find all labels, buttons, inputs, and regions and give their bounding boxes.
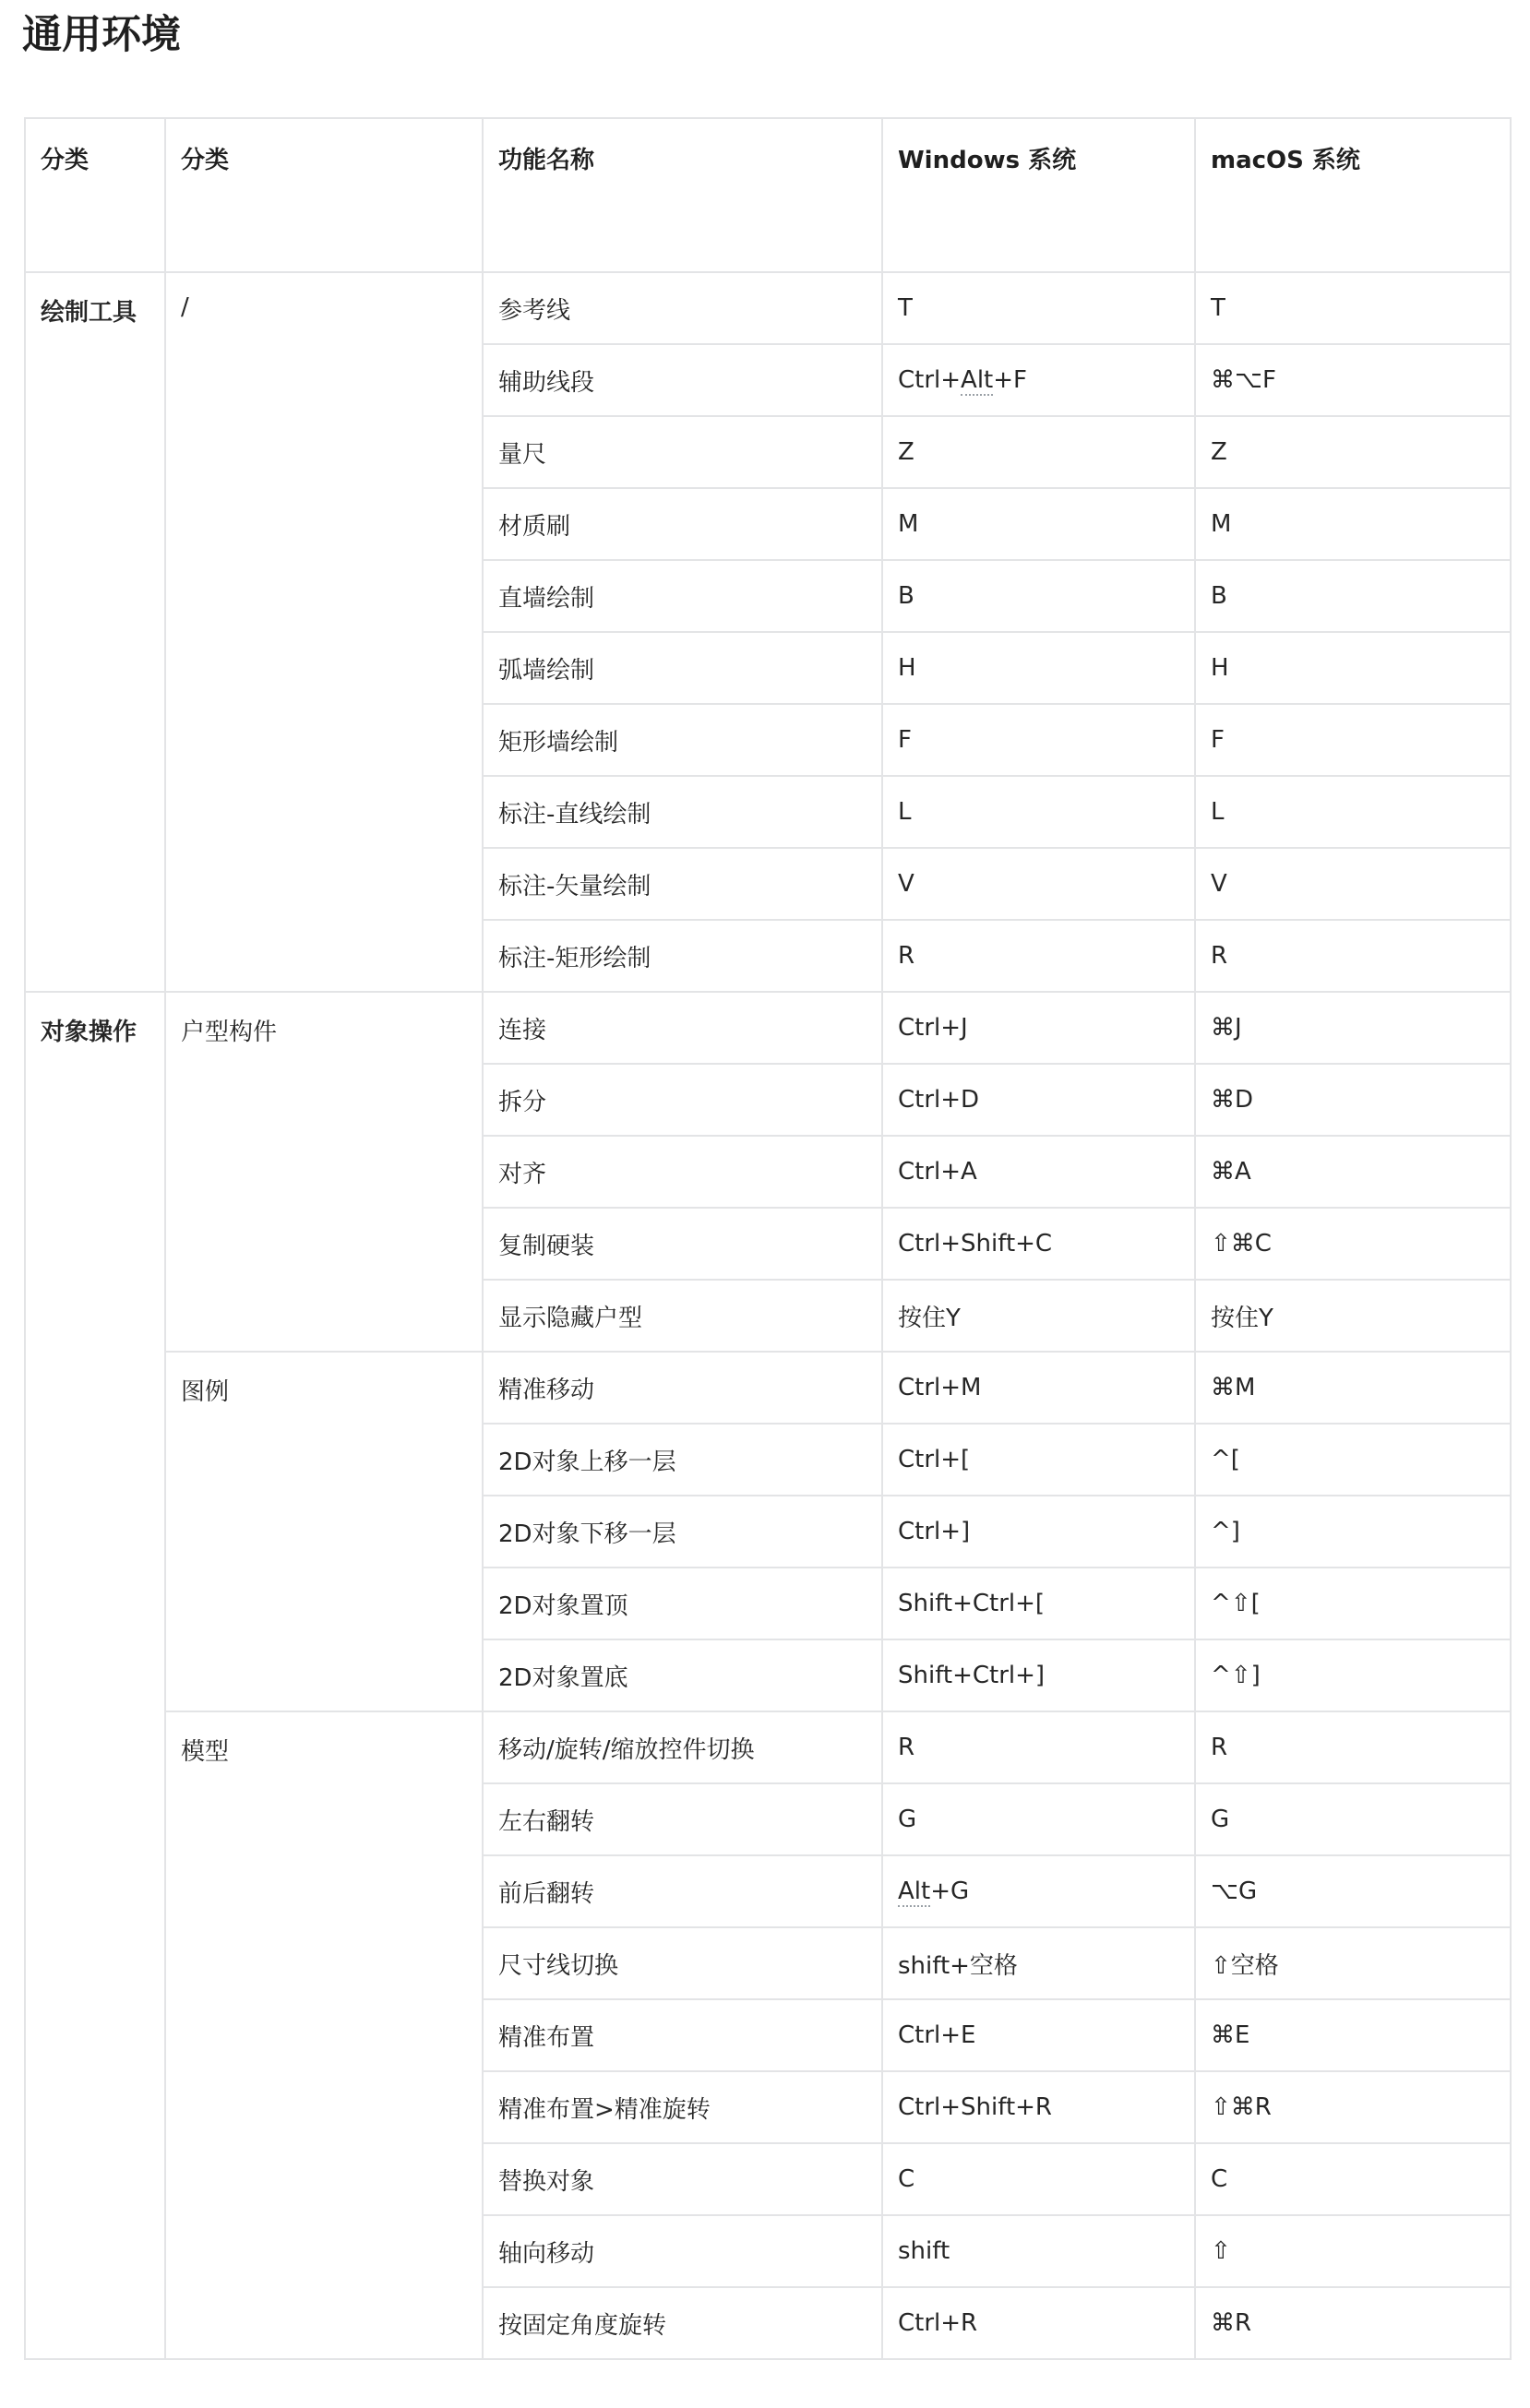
macos-shortcut-cell: R xyxy=(1195,1711,1511,1783)
windows-shortcut-cell xyxy=(882,2071,1195,2143)
macos-shortcut-cell: ⌘E xyxy=(1195,1999,1511,2071)
windows-shortcut: B xyxy=(898,582,914,610)
macos-shortcut-cell: V xyxy=(1195,848,1511,920)
windows-shortcut-cell xyxy=(882,1352,1195,1424)
windows-shortcut-cell xyxy=(882,1999,1195,2071)
windows-shortcut-cell xyxy=(882,776,1195,848)
windows-shortcut-cell xyxy=(882,704,1195,776)
windows-shortcut: shift xyxy=(898,2237,950,2265)
category-cell: 绘制工具 xyxy=(25,272,165,992)
subcategory-cell: / xyxy=(165,272,483,992)
windows-shortcut: Z xyxy=(898,438,914,466)
function-name-cell: 尺寸线切换 xyxy=(483,1927,882,1999)
windows-shortcut-cell xyxy=(882,1639,1195,1711)
windows-shortcut: 按住Y xyxy=(898,1304,961,1332)
table-row xyxy=(25,272,1511,344)
windows-shortcut-cell xyxy=(882,848,1195,920)
windows-shortcut-cell xyxy=(882,1711,1195,1783)
header-macos: macOS 系统 xyxy=(1195,118,1511,272)
windows-shortcut: Ctrl+E xyxy=(898,2021,976,2049)
function-name-cell: 轴向移动 xyxy=(483,2215,882,2287)
function-name-cell: 复制硬装 xyxy=(483,1208,882,1280)
macos-shortcut-cell: L xyxy=(1195,776,1511,848)
windows-shortcut-cell xyxy=(882,1855,1195,1927)
subcategory-cell: 户型构件 xyxy=(165,992,483,1352)
windows-shortcut: R xyxy=(898,942,915,970)
windows-shortcut-cell xyxy=(882,272,1195,344)
macos-shortcut-cell: ⌘R xyxy=(1195,2287,1511,2359)
windows-shortcut: R xyxy=(898,1734,915,1761)
windows-shortcut: C xyxy=(898,2165,915,2193)
page-title: 通用环境 xyxy=(22,12,181,58)
windows-shortcut: Ctrl+Alt+F xyxy=(898,366,1028,394)
function-name-cell: 移动/旋转/缩放控件切换 xyxy=(483,1711,882,1783)
windows-shortcut: Ctrl+D xyxy=(898,1086,980,1114)
header-windows: Windows 系统 xyxy=(882,118,1195,272)
windows-shortcut-cell xyxy=(882,1064,1195,1136)
windows-shortcut: Shift+Ctrl+] xyxy=(898,1662,1046,1689)
table-row xyxy=(25,1352,1511,1424)
windows-shortcut: G xyxy=(898,1806,917,1833)
macos-shortcut-cell: 按住Y xyxy=(1195,1280,1511,1352)
category-cell: 对象操作 xyxy=(25,992,165,2359)
function-name-cell: 标注-矢量绘制 xyxy=(483,848,882,920)
subcategory-cell: 模型 xyxy=(165,1711,483,2359)
windows-shortcut-cell xyxy=(882,1424,1195,1496)
macos-shortcut-cell: F xyxy=(1195,704,1511,776)
function-name-cell: 左右翻转 xyxy=(483,1783,882,1855)
windows-shortcut: L xyxy=(898,798,912,826)
header-category: 分类 xyxy=(25,118,165,272)
table-row xyxy=(25,1711,1511,1783)
macos-shortcut-cell: ⌘J xyxy=(1195,992,1511,1064)
windows-shortcut: Ctrl+R xyxy=(898,2309,978,2337)
windows-shortcut-cell xyxy=(882,920,1195,992)
windows-shortcut-cell xyxy=(882,560,1195,632)
macos-shortcut-cell: R xyxy=(1195,920,1511,992)
windows-shortcut-cell xyxy=(882,1927,1195,1999)
windows-shortcut: T xyxy=(898,294,913,322)
macos-shortcut-cell: B xyxy=(1195,560,1511,632)
function-name-cell: 参考线 xyxy=(483,272,882,344)
shortcut-table xyxy=(24,117,1512,2360)
macos-shortcut-cell: ⌥G xyxy=(1195,1855,1511,1927)
function-name-cell: 连接 xyxy=(483,992,882,1064)
function-name-cell: 对齐 xyxy=(483,1136,882,1208)
windows-shortcut: Ctrl+Shift+R xyxy=(898,2093,1052,2121)
alt-key-token: Alt xyxy=(898,1878,931,1905)
function-name-cell: 2D对象下移一层 xyxy=(483,1496,882,1568)
function-name-cell: 标注-矩形绘制 xyxy=(483,920,882,992)
windows-shortcut: Ctrl+J xyxy=(898,1014,968,1042)
windows-shortcut-cell xyxy=(882,488,1195,560)
function-name-cell: 弧墙绘制 xyxy=(483,632,882,704)
windows-shortcut: Ctrl+A xyxy=(898,1158,977,1186)
function-name-cell: 精准布置>精准旋转 xyxy=(483,2071,882,2143)
windows-shortcut-cell xyxy=(882,1783,1195,1855)
alt-key-token: Alt xyxy=(961,366,994,394)
function-name-cell: 替换对象 xyxy=(483,2143,882,2215)
function-name-cell: 量尺 xyxy=(483,416,882,488)
macos-shortcut-cell: ^⇧[ xyxy=(1195,1568,1511,1639)
table-row xyxy=(25,992,1511,1064)
header-row xyxy=(25,118,1511,272)
function-name-cell: 前后翻转 xyxy=(483,1855,882,1927)
macos-shortcut-cell: ^] xyxy=(1195,1496,1511,1568)
macos-shortcut-cell: ⌘⌥F xyxy=(1195,344,1511,416)
macos-shortcut-cell: H xyxy=(1195,632,1511,704)
macos-shortcut-cell: ⌘M xyxy=(1195,1352,1511,1424)
macos-shortcut-cell: ⇧空格 xyxy=(1195,1927,1511,1999)
windows-shortcut-cell xyxy=(882,2215,1195,2287)
function-name-cell: 2D对象上移一层 xyxy=(483,1424,882,1496)
windows-shortcut-cell xyxy=(882,632,1195,704)
function-name-cell: 2D对象置底 xyxy=(483,1639,882,1711)
windows-shortcut: Ctrl+] xyxy=(898,1518,971,1545)
windows-shortcut-cell xyxy=(882,344,1195,416)
function-name-cell: 矩形墙绘制 xyxy=(483,704,882,776)
windows-shortcut-cell xyxy=(882,992,1195,1064)
windows-shortcut: shift+空格 xyxy=(898,1951,1018,1980)
macos-shortcut-cell: T xyxy=(1195,272,1511,344)
windows-shortcut: V xyxy=(898,870,914,898)
function-name-cell: 直墙绘制 xyxy=(483,560,882,632)
macos-shortcut-cell: Z xyxy=(1195,416,1511,488)
macos-shortcut-cell: ⌘D xyxy=(1195,1064,1511,1136)
function-name-cell: 材质刷 xyxy=(483,488,882,560)
windows-shortcut: Ctrl+[ xyxy=(898,1446,971,1473)
function-name-cell: 显示隐藏户型 xyxy=(483,1280,882,1352)
windows-shortcut: Shift+Ctrl+[ xyxy=(898,1590,1046,1617)
windows-shortcut-cell xyxy=(882,2143,1195,2215)
windows-shortcut: F xyxy=(898,726,912,754)
function-name-cell: 精准移动 xyxy=(483,1352,882,1424)
subcategory-cell: 图例 xyxy=(165,1352,483,1711)
function-name-cell: 辅助线段 xyxy=(483,344,882,416)
macos-shortcut-cell: M xyxy=(1195,488,1511,560)
windows-shortcut-cell xyxy=(882,1496,1195,1568)
windows-shortcut: M xyxy=(898,510,919,538)
table-body xyxy=(25,272,1511,2359)
macos-shortcut-cell: C xyxy=(1195,2143,1511,2215)
windows-shortcut: H xyxy=(898,654,916,682)
macos-shortcut-cell: ⌘A xyxy=(1195,1136,1511,1208)
windows-shortcut-cell xyxy=(882,1280,1195,1352)
macos-shortcut-cell: ⇧⌘C xyxy=(1195,1208,1511,1280)
function-name-cell: 按固定角度旋转 xyxy=(483,2287,882,2359)
header-subcategory: 分类 xyxy=(165,118,483,272)
function-name-cell: 精准布置 xyxy=(483,1999,882,2071)
macos-shortcut-cell: ^⇧] xyxy=(1195,1639,1511,1711)
windows-shortcut-cell xyxy=(882,416,1195,488)
macos-shortcut-cell: ⇧ xyxy=(1195,2215,1511,2287)
windows-shortcut: Ctrl+Shift+C xyxy=(898,1230,1053,1258)
function-name-cell: 拆分 xyxy=(483,1064,882,1136)
macos-shortcut-cell: ⇧⌘R xyxy=(1195,2071,1511,2143)
windows-shortcut-cell xyxy=(882,2287,1195,2359)
function-name-cell: 2D对象置顶 xyxy=(483,1568,882,1639)
windows-shortcut-cell xyxy=(882,1208,1195,1280)
function-name-cell: 标注-直线绘制 xyxy=(483,776,882,848)
macos-shortcut-cell: G xyxy=(1195,1783,1511,1855)
header-function-name: 功能名称 xyxy=(483,118,882,272)
macos-shortcut-cell: ^[ xyxy=(1195,1424,1511,1496)
windows-shortcut-cell xyxy=(882,1568,1195,1639)
windows-shortcut-cell xyxy=(882,1136,1195,1208)
windows-shortcut: Alt+G xyxy=(898,1878,970,1905)
windows-shortcut: Ctrl+M xyxy=(898,1374,982,1401)
